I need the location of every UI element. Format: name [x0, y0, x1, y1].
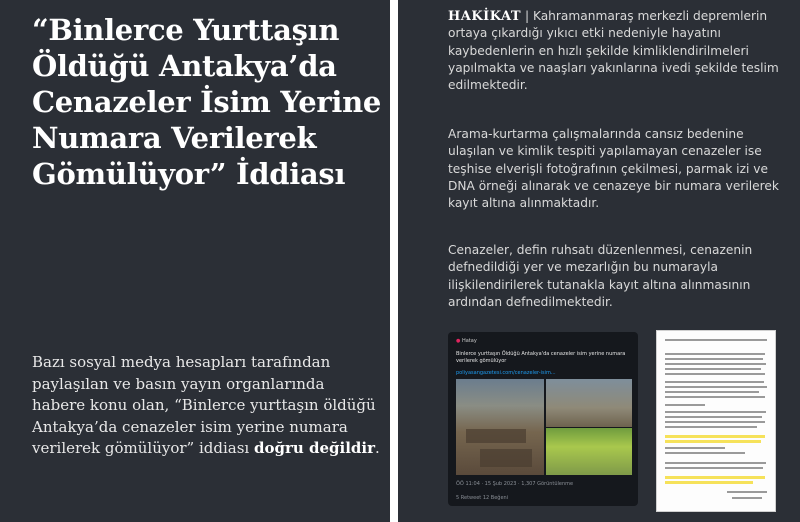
- claim-summary-end: .: [375, 439, 380, 457]
- tweet-photo-left: [456, 379, 544, 475]
- fact-paragraph-3: Cenazeler, defin ruhsatı düzenlenmesi, cenazenin defnedildiği yer ve mezarlığın bu numarayla ilişkilendirilerek tutanakla kayıt altına alınmasının ardından defnedilmektedir.: [448, 243, 753, 309]
- tweet-photo-ruins: [546, 379, 632, 427]
- tweet-screenshot: [448, 332, 638, 506]
- tweet-meta: ÖÖ 11:04 · 15 Şub 2023 · 1,307 Görüntülenme: [456, 481, 574, 487]
- verdict-text: doğru değildir: [254, 439, 376, 457]
- claim-headline: “Binlerce Yurttaşın Öldüğü Antakya’da Cenazeler İsim Yerine Numara Verilerek Gömülüyor” İddiası: [32, 13, 382, 191]
- fact-separator: |: [521, 9, 533, 23]
- fact-keyword: HAKİKAT: [448, 9, 522, 24]
- official-document-image: [656, 330, 776, 512]
- fact-paragraph-1: [448, 8, 788, 94]
- tweet-photo-field: [546, 428, 632, 475]
- claim-panel: [0, 0, 390, 522]
- fact-paragraph-1-text: Kahramanmaraş merkezli depremlerin ortaya çıkardığı yıkıcı etki nedeniyle hayatını kaybedenlerin en hızlı şekilde kimliklendirilmeleri yapılmakta ve naaşları yakınlarına ivedi şekilde teslim edilmektedir.: [448, 9, 779, 93]
- fact-paragraph-2: Arama-kurtarma çalışmalarında cansız bedenine ulaşılan ve kimlik tespiti yapılamayan cenazeler ise teşhise elverişli fotoğrafının çekilmesi, parmak izi ve DNA örneği alınarak ve cenazeye bir numara verilerek kayıt altına alınmaktadır.: [448, 127, 779, 211]
- tweet-stats: 5 Retweet 12 Beğeni: [456, 495, 509, 501]
- tweet-link[interactable]: poliyasangazetesi.com/cenazeler-isim...: [456, 370, 556, 376]
- claim-summary: [32, 352, 382, 460]
- tweet-text: Binlerce yurttaşın Öldüğü Antakya'da cenazeler isim yerine numara verilerek gömülüyor: [456, 351, 626, 364]
- tweet-location: [456, 338, 477, 344]
- claim-summary-text: Bazı sosyal medya hesapları tarafından paylaşılan ve basın yayın organlarında habere konu olan, “Binlerce yurttaşın öldüğü Antakya’da cenazeler isim yerine numara verilerek gömülüyor” iddiası: [32, 353, 376, 457]
- tweet-photo-right: [546, 379, 632, 475]
- tweet-location-text: Hatay: [461, 338, 477, 344]
- pin-icon: ●: [456, 338, 461, 344]
- fact-panel: [398, 0, 800, 522]
